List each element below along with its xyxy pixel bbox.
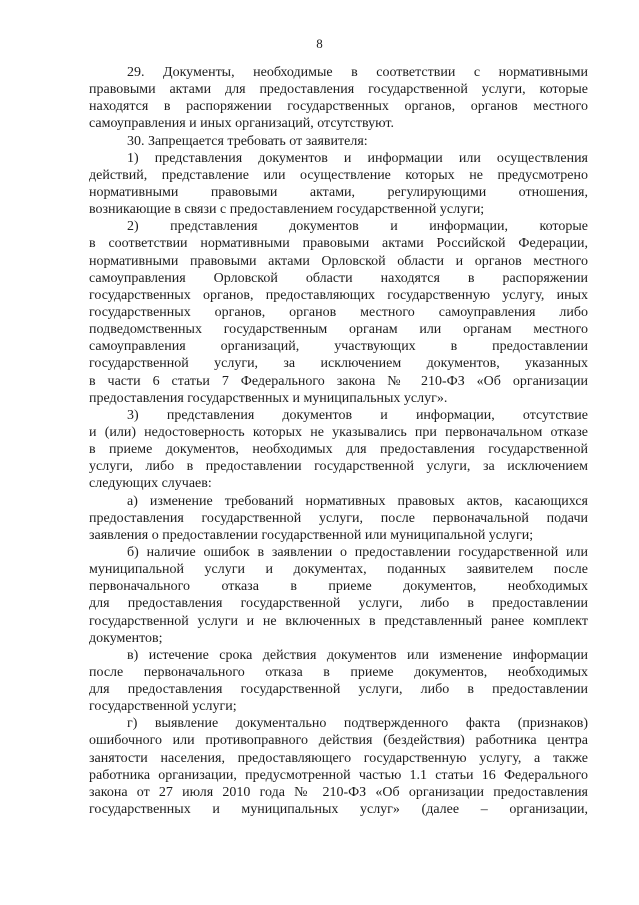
text-line: занятости населения, предоставляющего государственную услугу, а также <box>89 750 588 766</box>
text-line: 30. Запрещается требовать от заявителя: <box>127 133 368 149</box>
text-line: первоначального отказа в приеме документов, необходимых <box>89 579 588 595</box>
text-line: 29. Документы, необходимые в соответствии с нормативными <box>127 65 588 80</box>
text-line: г) выявление документально подтвержденного факта (признаков) <box>127 716 588 732</box>
text-line: нормативными правовыми актами Орловской области и органов местного <box>89 253 588 269</box>
text-line: для предоставления государственной услуги, либо в предоставлении <box>89 682 588 698</box>
text-line: самоуправления организаций, участвующих в предоставлении <box>89 339 588 355</box>
text-line: 3) представления документов и информации, отсутствие <box>127 407 588 423</box>
text-line: б) наличие ошибок в заявлении о предоставлении государственной или <box>127 544 588 560</box>
text-line: возникающие в связи с предоставлением государственной услуги; <box>89 202 485 218</box>
text-line: государственных органов, органов местного самоуправления либо <box>89 304 588 320</box>
text-line: правовыми актами для предоставления государственной услуги, которые <box>89 82 588 98</box>
text-line: самоуправления и иных организаций, отсутствуют. <box>89 116 394 132</box>
text-line: государственной услуги; <box>89 699 237 715</box>
text-line: 1) представления документов и информации или осуществления <box>127 150 588 166</box>
text-line: действий, представление или осуществление которых не предусмотрено <box>89 167 588 183</box>
text-line: после первоначального отказа в приеме документов, необходимых <box>89 664 588 680</box>
text-line: подведомственных государственным органам или органам местного <box>89 322 588 338</box>
text-line: 2) представления документов и информации, которые <box>127 219 588 235</box>
text-line: и (или) недостоверность которых не указывались при первоначальном отказе <box>89 424 588 440</box>
text-line: документов; <box>89 630 163 646</box>
document-body <box>89 64 588 818</box>
text-line: в приеме документов, необходимых для предоставления государственной <box>89 442 588 458</box>
text-line: предоставления государственной услуги, после первоначальной подачи <box>89 510 588 526</box>
text-line: работника организации, предусмотренной частью 1.1 статьи 16 Федерального <box>89 767 588 783</box>
text-line: государственной услуги, за исключением документов, указанных <box>89 356 588 372</box>
text-line: предоставления государственных и муниципальных услуг». <box>89 390 448 406</box>
text-line: а) изменение требований нормативных правовых актов, касающихся <box>127 493 588 509</box>
text-line: заявления о предоставлении государственной или муниципальной услуги; <box>89 527 534 543</box>
text-line: для предоставления государственной услуги, либо в предоставлении <box>89 596 588 612</box>
text-line: ошибочного или противоправного действия (бездействия) работника центра <box>89 733 588 749</box>
text-line: нормативными правовыми актами, регулирующими отношения, <box>89 184 588 200</box>
text-line: находятся в распоряжении государственных органов, органов местного <box>89 99 588 115</box>
text-line: в) истечение срока действия документов или изменение информации <box>127 647 588 663</box>
text-line: государственной услуги и не включенных в представленный ранее комплект <box>89 613 588 629</box>
text-line: в части 6 статьи 7 Федерального закона № 210-ФЗ «Об организации <box>89 373 588 389</box>
text-line: услуги, либо в предоставлении государственной услуги, за исключением <box>89 459 588 475</box>
text-line: муниципальной услуги и документах, поданных заявителем после <box>89 562 588 578</box>
page-number: 8 <box>316 36 323 51</box>
text-line: государственных органов, предоставляющих государственную услугу, иных <box>89 287 588 303</box>
text-line: государственных и муниципальных услуг» (далее – организации, <box>89 802 588 818</box>
text-line: следующих случаев: <box>89 476 212 492</box>
text-line: закона от 27 июля 2010 года № 210-ФЗ «Об организации предоставления <box>89 784 588 800</box>
text-line: в соответствии нормативными правовыми актами Российской Федерации, <box>89 236 588 252</box>
text-line: самоуправления Орловской области находятся в распоряжении <box>89 270 588 286</box>
